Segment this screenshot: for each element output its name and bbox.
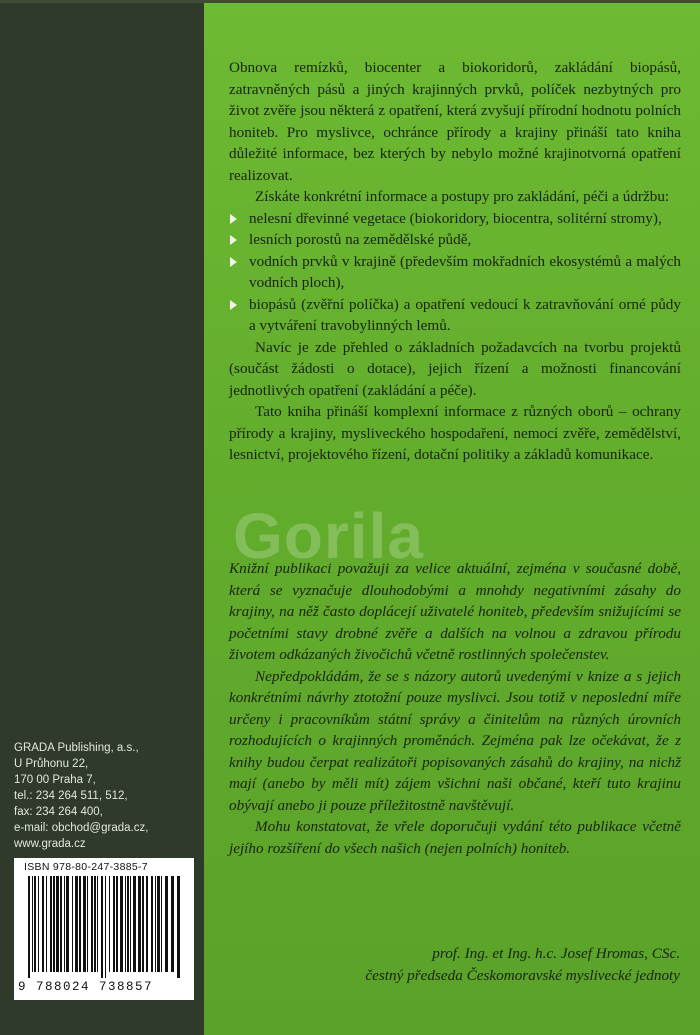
triangle-bullet-icon	[230, 257, 237, 267]
barcode-bar	[155, 876, 156, 972]
barcode-bar	[34, 876, 36, 972]
barcode-bar	[130, 876, 131, 972]
barcode-bar	[83, 876, 86, 972]
barcode-bar	[171, 876, 174, 972]
barcode-bar	[138, 876, 141, 972]
list-item: nelesní dřevinné vegetace (biokoridory, biocentra, solitérní stromy),	[229, 208, 681, 230]
barcode-bar	[28, 876, 30, 978]
triangle-bullet-icon	[230, 235, 237, 245]
barcode-bar	[165, 876, 168, 972]
barcode-bar	[53, 876, 55, 972]
publisher-line: fax: 234 264 400,	[14, 806, 103, 818]
top-edge	[0, 0, 700, 3]
barcode-bar	[46, 876, 47, 972]
watermark-text: Gorila	[233, 500, 424, 572]
publisher-line: www.grada.cz	[14, 838, 86, 850]
isbn-barcode-box	[14, 858, 194, 1000]
barcode-bar	[101, 876, 103, 978]
barcode-bar	[66, 876, 69, 972]
barcode-bar	[64, 876, 65, 972]
publisher-line: e-mail: obchod@grada.cz,	[14, 822, 149, 834]
barcode-bar	[79, 876, 81, 972]
barcode-bar	[125, 876, 126, 972]
barcode-icon	[16, 876, 192, 980]
barcode-bar	[32, 876, 33, 972]
topic-list	[229, 208, 681, 337]
barcode-bar	[120, 876, 123, 972]
barcode-bar	[94, 876, 96, 972]
barcode-bar	[56, 876, 59, 972]
blurb-paragraph-1: Obnova remízků, biocenter a biokoridorů, zakládání biopásů, zatravněných pásů a jiných krajinných prvků, políček nezbytných pro život zvěře jsou některá z opatření, která zvyšují přírodní hodnotu polních honiteb. Pro myslivce, ochránce přírody a krajiny přináší tato kniha důležité informace, bez kterých by nebylo možné krajinotvorná opatření realizovat.	[229, 59, 681, 184]
publisher-line: GRADA Publishing, a.s.,	[14, 742, 139, 754]
isbn-label: ISBN 978-80-247-3885-7	[24, 861, 148, 873]
barcode-bar	[116, 876, 118, 972]
list-item: biopásů (zvěřní políčka) a opatření vedoucí k zatravňování orné půdy a vytváření travobylinných lemů.	[229, 294, 681, 337]
barcode-bar	[113, 876, 115, 972]
quote-paragraph-2: Nepředpokládám, že se s názory autorů uvedenými v knize a s jejich konkrétními návrhy ztotožní pouze myslivci. Jsou totiž v neposlední míře určeny i pracovníkům státní správy a činitelům na různých úrovních rozhodujících o krajinných proměnách. Zejména pak lze očekávat, že z knihy budou čerpat realizátoři popisovaných zásahů do krajiny, na nichž mají (anebo by měli mít) zájem všichni naši občané, kteří tuto krajinu obývají anebo ji pouze příležitostně navštěvují.	[229, 667, 681, 814]
barcode-bar	[75, 876, 78, 972]
barcode-bar	[42, 876, 44, 972]
publisher-address	[14, 740, 204, 852]
blurb-paragraph-3: Navíc je zde přehled o základních požadavcích na tvorbu projektů (součást žádosti o dotace), jejich řízení a možnosti financování jednotlivých opatření (zakládání a péče).	[229, 338, 681, 399]
barcode-bar	[133, 876, 136, 972]
barcode-bar	[60, 876, 62, 972]
quote-paragraph-3: Mohu konstatovat, že vřele doporučuji vydání této publikace včetně jejího rozšíření do všech našich (nejen polních) honiteb.	[229, 818, 681, 857]
barcode-bar	[109, 876, 110, 972]
triangle-bullet-icon	[230, 214, 237, 224]
publisher-line: tel.: 234 264 511, 512,	[14, 790, 128, 802]
list-item: vodních prvků v krajině (především mokřadních ekosystémů a malých vodních ploch),	[229, 251, 681, 294]
reviewer-name: prof. Ing. et Ing. h.c. Josef Hromas, CSc.	[432, 945, 680, 962]
triangle-bullet-icon	[230, 300, 237, 310]
barcode-bar	[87, 876, 88, 972]
blurb-paragraph-4: Tato kniha přináší komplexní informace z různých oborů – ochrany přírody a krajiny, mysliveckého hospodaření, nemocí zvěře, zemědělství, lesnictví, projektového řízení, dotační politiky a základů komunikace.	[229, 403, 681, 463]
barcode-bar	[50, 876, 52, 972]
barcode-bar	[105, 876, 106, 978]
reviewer-title: čestný předseda Českomoravské myslivecké jednoty	[365, 967, 680, 984]
barcode-bar	[91, 876, 93, 972]
barcode-bar	[177, 876, 180, 978]
barcode-bar	[127, 876, 129, 972]
blurb-text	[229, 57, 681, 466]
barcode-bar	[157, 876, 160, 972]
barcode-bar	[146, 876, 148, 972]
barcode-bar	[72, 876, 73, 972]
reviewer-signature	[365, 943, 680, 987]
publisher-line: 170 00 Praha 7,	[14, 774, 96, 786]
barcode-bar	[38, 876, 39, 972]
barcode-bar	[151, 876, 153, 972]
blurb-paragraph-2: Získáte konkrétní informace a postupy pro zakládání, péči a údržbu:	[255, 188, 670, 205]
barcode-bar	[97, 876, 98, 972]
publisher-line: U Průhonu 22,	[14, 758, 89, 770]
quote-paragraph-1: Knižní publikaci považuji za velice aktuální, zejména v současné době, která se vyznačuje dlouhodobými a mnohdy negativními zásahy do krajiny, na něž často doplácejí uživatelé honiteb, především snižujícími se početními stavy drobné zvěře a dalších na volnou a zdravou přírodu životem odkázaných živočichů včetně rostlinných společenstev.	[229, 560, 681, 663]
review-quote	[229, 558, 681, 859]
barcode-bar	[161, 876, 162, 972]
barcode-bar	[142, 876, 144, 972]
ean-number: 9 788024 738857	[18, 980, 154, 994]
list-item: lesních porostů na zemědělské půdě,	[229, 229, 681, 251]
